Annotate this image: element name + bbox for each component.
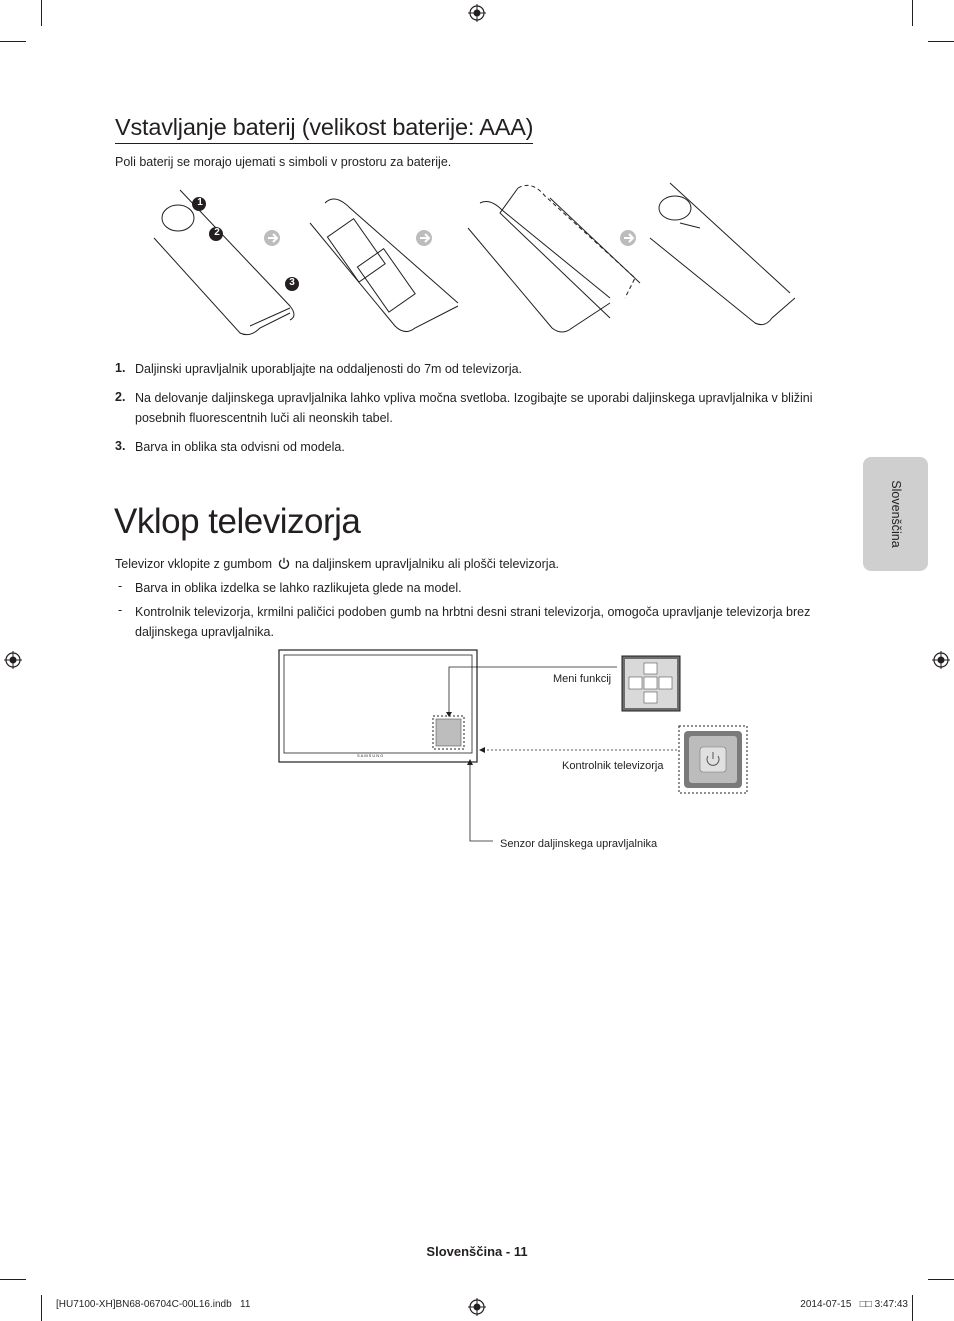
crop-mark: [0, 1279, 26, 1280]
registration-mark-icon: [468, 4, 486, 22]
section-intro: Poli baterij se morajo ujemati s simboli v prostoru za baterije.: [115, 155, 452, 169]
label-function-menu: Meni funkcij: [553, 673, 612, 685]
remote-illustration-2: [310, 199, 458, 332]
power-intro-after: na daljinskem upravljalniku ali plošči televizorja.: [294, 557, 559, 571]
remote-illustration-1: [154, 190, 294, 335]
arrow-right-circle-icon: [416, 230, 432, 246]
note-text: Daljinski upravljalnik uporabljajte na oddaljenosti do 7m od televizorja.: [135, 362, 523, 376]
print-date-info: 2014-07-15 □□ 3:47:43: [800, 1299, 908, 1310]
page-title: Vklop televizorja: [114, 502, 361, 541]
power-icon: [278, 557, 290, 569]
tv-diagram: [275, 645, 755, 860]
language-side-tab: [863, 457, 928, 571]
note-text: Barva in oblika sta odvisni od modela.: [135, 440, 345, 454]
note-number: 3.: [115, 439, 126, 453]
bullet-dash: -: [118, 579, 123, 593]
power-intro-before: Televizor vklopite z gumbom: [115, 557, 273, 571]
step-badge-2: 2: [214, 227, 220, 238]
bullet-dash: -: [118, 603, 123, 617]
crop-mark: [928, 41, 954, 42]
print-file-info: [HU7100-XH]BN68-06704C-00L16.indb 11: [56, 1299, 251, 1310]
remote-illustration-4: [650, 183, 795, 325]
registration-mark-icon: [4, 651, 22, 669]
crop-mark: [41, 0, 42, 26]
tv-brand-logo: SAMSUNG: [357, 753, 385, 758]
bullet-text: Barva in oblika izdelka se lahko razlikujeta glede na model.: [135, 581, 462, 595]
remote-illustration-3: [468, 185, 640, 332]
arrow-right-circle-icon: [264, 230, 280, 246]
battery-insertion-illustration: [140, 178, 810, 338]
section-title: Vstavljanje baterij (velikost baterije: AAA): [115, 112, 533, 144]
label-tv-controller: Kontrolnik televizorja: [562, 760, 664, 772]
arrow-right-circle-icon: [620, 230, 636, 246]
page-number: Slovenščina - 11: [426, 1244, 528, 1259]
registration-mark-icon: [468, 1298, 486, 1316]
note-number: 2.: [115, 390, 126, 404]
crop-mark: [41, 1295, 42, 1321]
crop-mark: [912, 0, 913, 26]
bullet-text: Kontrolnik televizorja, krmilni paličici podoben gumb na hrbtni desni strani televizorja, omogoča upravljanje televizorja brez daljinskega upravljalnika.: [135, 605, 811, 639]
note-number: 1.: [115, 361, 126, 375]
registration-mark-icon: [932, 651, 950, 669]
crop-mark: [928, 1279, 954, 1280]
language-side-tab-label: Slovenščina: [888, 480, 903, 548]
crop-mark: [0, 41, 26, 42]
step-badge-3: 3: [289, 277, 295, 288]
label-remote-sensor: Senzor daljinskega upravljalnika: [500, 838, 658, 850]
step-badge-1: 1: [197, 197, 203, 208]
note-text: Na delovanje daljinskega upravljalnika lahko vpliva močna svetloba. Izogibajte se uporabi daljinskega upravljalnika v bližini posebnih fluorescentnih luči ali neonskih tabel.: [135, 391, 813, 425]
crop-mark: [912, 1295, 913, 1321]
power-intro: [115, 554, 559, 574]
